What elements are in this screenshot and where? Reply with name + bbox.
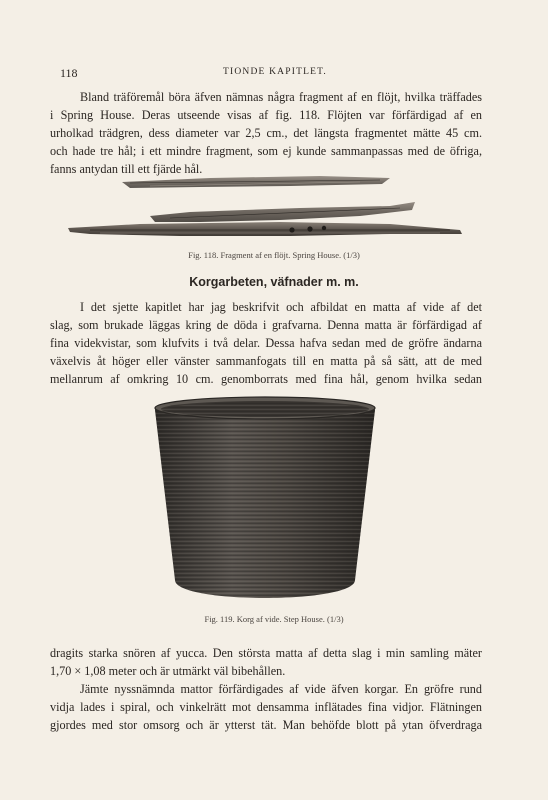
flute-fragments-figure xyxy=(60,172,480,244)
flute-fragment-long xyxy=(68,202,462,236)
figure-119-caption: Fig. 119. Korg af vide. Step House. (1/3) xyxy=(204,614,344,624)
flute-fragment-small xyxy=(122,176,390,188)
page-header xyxy=(60,66,490,80)
text-line: I det sjette kapitlet har jag beskrifvit och afbildat en matta af vide af det xyxy=(80,300,482,314)
text-line: i Spring House. Deras utseende visas af fig. 118. Flöjten var förfärdigad af en xyxy=(50,108,482,122)
text-line: Jämte nyssnämnda mattor förfärdigades af vide äfven korgar. En gröfre rund xyxy=(80,682,482,696)
text-line: mellanrum af omkring 10 cm. genomborrats med fina hål, genom hvilka sedan xyxy=(50,372,482,386)
text-line: Bland träföremål böra äfven nämnas några fragment af en flöjt, hvilka träffades xyxy=(80,90,482,104)
text-line: 1,70 × 1,08 meter och är utmärkt väl bibehållen. xyxy=(50,664,286,678)
paragraph-mats xyxy=(50,298,482,388)
flute-hole xyxy=(289,227,294,232)
paragraph-flute xyxy=(50,88,482,178)
text-line: vidja lades i spiral, och vinkelrätt mot densamma inflätades fina vidjor. Flätningen xyxy=(50,700,482,714)
text-line: fina videkvistar, som klufvits i två delar. Dessa hafva sedan med de gröfre ändarna xyxy=(50,336,482,350)
text-line: gjordes med stor omsorg och är ytterst tät. Man behöfde blott på ytan öfverdraga xyxy=(50,718,482,732)
text-line: dragits starka snören af yucca. Den största matta af detta slag i min samling mäter xyxy=(50,646,482,660)
figure-118-caption: Fig. 118. Fragment af en flöjt. Spring House. (1/3) xyxy=(188,250,360,260)
running-head: TIONDE KAPITLET. xyxy=(223,67,327,77)
text-line: slag, som brukade läggas kring de döda i grafvarna. Denna matta är förfärdigad af xyxy=(50,318,482,332)
paragraph-baskets xyxy=(50,644,482,734)
text-line: och hade tre hål; i ett mindre fragment, som ej kunde sammanpassas med de öfriga, xyxy=(50,144,482,158)
section-title: Korgarbeten, väfnader m. m. xyxy=(189,275,359,289)
flute-hole xyxy=(307,226,312,231)
flute-hole xyxy=(322,226,326,230)
text-line: fanns antydan till ett fjärde hål. xyxy=(50,162,203,176)
page-number: 118 xyxy=(60,66,78,80)
text-line: urholkad trädgren, dess diameter var 2,5 cm., det längsta fragmentet mätte 45 cm. xyxy=(50,126,482,140)
text-line: växelvis åt höger eller vänster sammanfogats till en matta på så sätt, att de med xyxy=(50,354,482,368)
willow-basket-figure xyxy=(150,392,380,607)
